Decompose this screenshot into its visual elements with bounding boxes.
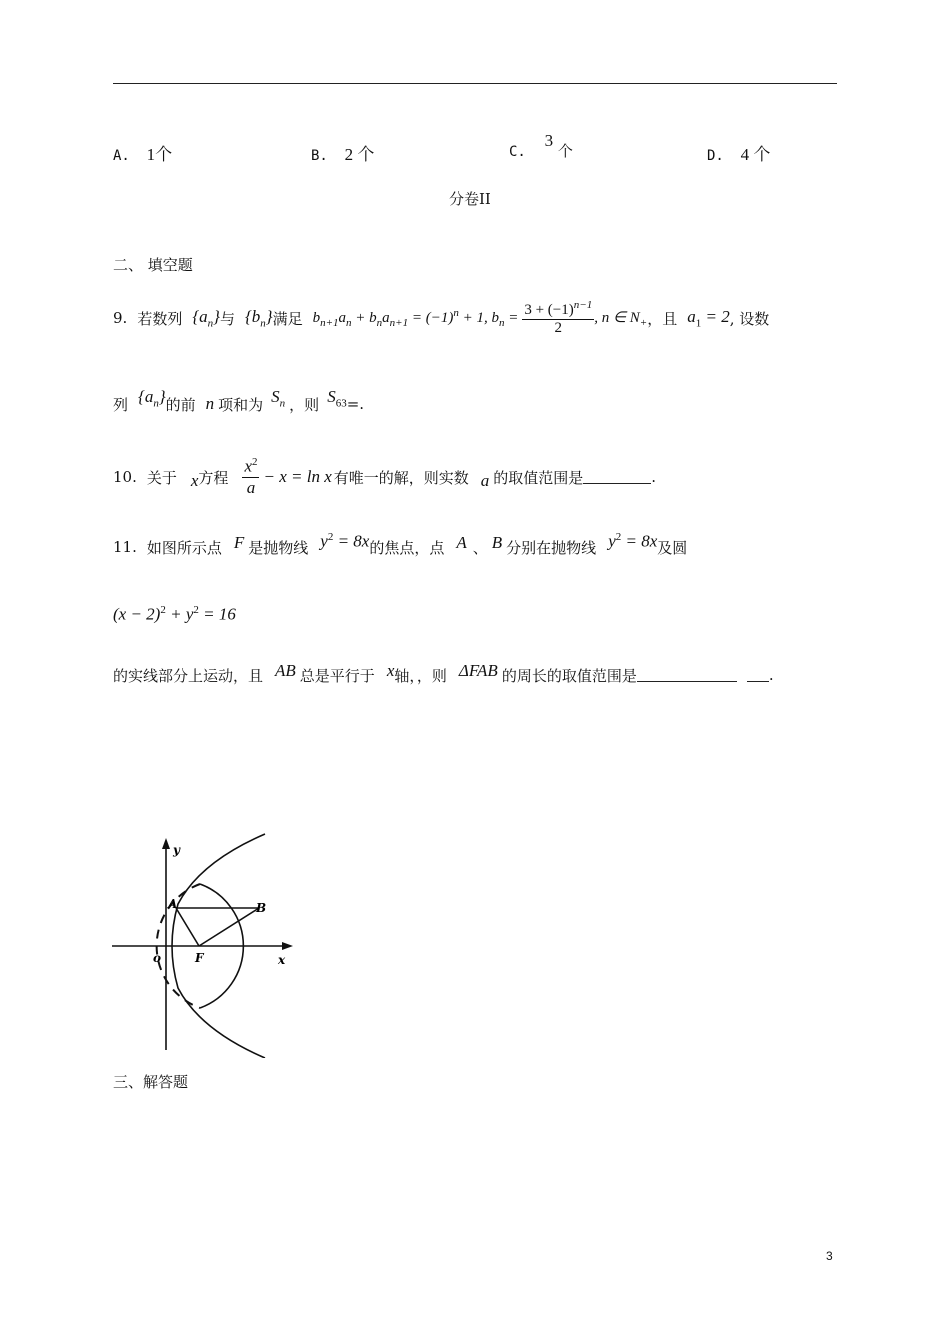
q11-AB: AB [275, 661, 296, 680]
figure-B-label: B [256, 901, 267, 915]
q11-end: . [768, 666, 774, 684]
q9-fraction-den: 2 [554, 320, 563, 336]
q9-domain-sub: + [639, 316, 648, 329]
q10-fraction-num: x [244, 456, 252, 476]
part3-heading: 三、解答题 [113, 1073, 189, 1091]
q9-text-4: ，且 [647, 309, 678, 328]
q11-text-6: 的实线部分上运动，且 [113, 666, 264, 685]
q10-x: x [190, 471, 199, 490]
q10-text-4: 的取值范围是 [493, 468, 584, 487]
q11-text-4: 分别在抛物线 [506, 538, 597, 557]
option-d-label: D. [707, 148, 724, 164]
q11-answer-blank-2[interactable] [747, 669, 769, 682]
page-number: 3 [826, 1249, 833, 1263]
q11-answer-blank[interactable] [637, 669, 737, 682]
q10-rhs: − x = ln x [263, 467, 332, 486]
q11-text-8: 轴，，则 [394, 666, 447, 685]
q10-number: 10. [113, 468, 137, 486]
figure-y-label: y [173, 843, 180, 857]
q11-parabola-2-sup: 2 [615, 530, 622, 543]
option-d-text: 4 个 [740, 145, 771, 164]
segment-AF [176, 908, 199, 946]
q9-n-variable: n [205, 394, 215, 413]
q9-a1 [687, 307, 729, 329]
part2-heading: 二、 填空题 [113, 256, 193, 274]
q11-circle-equation [113, 604, 236, 625]
q10-text-1: 关于 [146, 468, 177, 487]
q9-text-5: , 设数 [729, 309, 770, 328]
question-11-line3 [113, 660, 774, 690]
q9-S63-main: S [327, 386, 336, 406]
q9-seq-b-sub: n [260, 317, 266, 330]
q11-circle-a: (x − 2) [113, 604, 161, 624]
q9-domain [594, 308, 647, 329]
option-a [113, 140, 172, 165]
q9-S [271, 387, 285, 409]
option-c-unit: 个 [557, 142, 573, 160]
figure-F-label: F [195, 951, 204, 965]
question-10 [113, 452, 656, 502]
q9-seq-b-close: } [265, 306, 273, 326]
option-b [311, 140, 374, 165]
option-a-label: A. [113, 148, 130, 164]
q9-text-6: 列 [113, 395, 129, 414]
q11-circle-b: + y [165, 604, 194, 624]
q11-text-3: 的焦点，点 [369, 538, 445, 557]
q9-text-1: 若数列 [137, 309, 183, 328]
q10-answer-blank[interactable] [583, 471, 651, 484]
figure-A-label: A [168, 897, 178, 911]
q9-text-7: 的前 [165, 395, 196, 414]
figure-x-label: x [278, 953, 286, 967]
q9-a1-eq: = 2 [701, 306, 730, 326]
header-rule [113, 83, 837, 84]
q11-triangle: ΔFAB [458, 661, 498, 680]
q9-seq-b-main: {b [244, 306, 261, 326]
q9-seq-b [245, 307, 273, 329]
q11-separator: 、 [472, 538, 488, 557]
option-c-label: C. [509, 144, 526, 160]
q9-a1-main: a [687, 306, 696, 326]
q10-text-2: 方程 [198, 468, 229, 487]
option-d [707, 140, 770, 165]
q11-circle-sup2: 2 [193, 604, 199, 616]
q9-text-3: 满足 [272, 309, 303, 328]
q11-text-1: 如图所示点 [146, 538, 222, 557]
option-c-number: 3 [544, 131, 554, 150]
q9-S-sub: n [279, 397, 286, 410]
q10-fraction [242, 456, 259, 498]
q11-circle-sup1: 2 [160, 604, 166, 616]
q11-parabola-1-rest: = 8x [333, 531, 370, 551]
q9-S63 [327, 387, 347, 409]
q10-fraction-den: a [246, 477, 256, 497]
option-b-text: 2 个 [344, 145, 375, 164]
option-b-label: B. [311, 148, 328, 164]
q9-fraction-num: 3 + (−1) [524, 302, 574, 318]
question-9-line2 [113, 387, 364, 421]
q9-text-9: ，则 [289, 395, 320, 414]
figure-o-label: o [153, 951, 162, 965]
q9-text-10: =. [346, 395, 365, 413]
x-axis-arrow [282, 942, 293, 950]
q9-recurrence: $b_{n+1}a_n + b_na_{n+1} = (-1)^n + 1$, $b_n$ = [312, 307, 519, 329]
q9-seq-a-sub: n [207, 317, 214, 330]
q10-end: . [651, 468, 657, 486]
q11-parabola-2 [608, 531, 657, 552]
q11-text-7: 总是平行于 [299, 666, 375, 685]
q11-circle-c: = 16 [198, 604, 236, 624]
q10-a: a [480, 471, 490, 490]
q11-parabola-2-rest: = 8x [621, 531, 658, 551]
q10-fraction-num-sup: 2 [251, 456, 258, 469]
q11-x-axis: x [386, 661, 395, 680]
q9-seq-a [192, 307, 220, 329]
q11-parabola-2-y: y [608, 531, 616, 551]
q9-S-main: S [271, 386, 280, 406]
parabola-circle-figure [110, 832, 300, 1058]
q11-parabola-1-sup: 2 [327, 530, 334, 543]
segment-BF [199, 908, 259, 946]
q11-B: B [491, 533, 503, 552]
q11-text-2: 是抛物线 [248, 538, 309, 557]
q11-parabola-1-y: y [320, 531, 328, 551]
q9-seq-a-2: $\{a_n\}$ [138, 386, 166, 410]
q9-seq-a-close: } [213, 306, 220, 326]
q9-domain-text: , n ∈ N [594, 309, 640, 326]
q10-text-3: 有唯一的解，则实数 [333, 468, 469, 487]
option-a-text: 1个 [146, 145, 173, 164]
q11-A: A [456, 533, 467, 552]
option-c [509, 131, 573, 161]
q11-text-9: 的周长的取值范围是 [501, 666, 637, 685]
question-9-line1 [113, 298, 769, 338]
q9-seq-a-main: {a [192, 306, 208, 326]
q9-text-2: 与 [219, 309, 235, 328]
q9-fraction-num-sup: n−1 [573, 299, 593, 311]
y-axis-arrow [162, 838, 170, 849]
q9-S63-sub: 63 [335, 397, 347, 410]
q9-text-8: 项和为 [218, 395, 264, 414]
question-11-line1 [113, 532, 687, 562]
q11-F: F [233, 533, 245, 552]
q11-number: 11. [113, 538, 137, 556]
q11-text-5: 及圆 [657, 538, 688, 557]
q9-fraction [522, 299, 594, 337]
q9-number: 9. [113, 309, 128, 327]
section-title: 分卷II [449, 190, 491, 208]
q9-a1-sub: 1 [695, 317, 702, 330]
q11-parabola-1 [320, 531, 369, 552]
